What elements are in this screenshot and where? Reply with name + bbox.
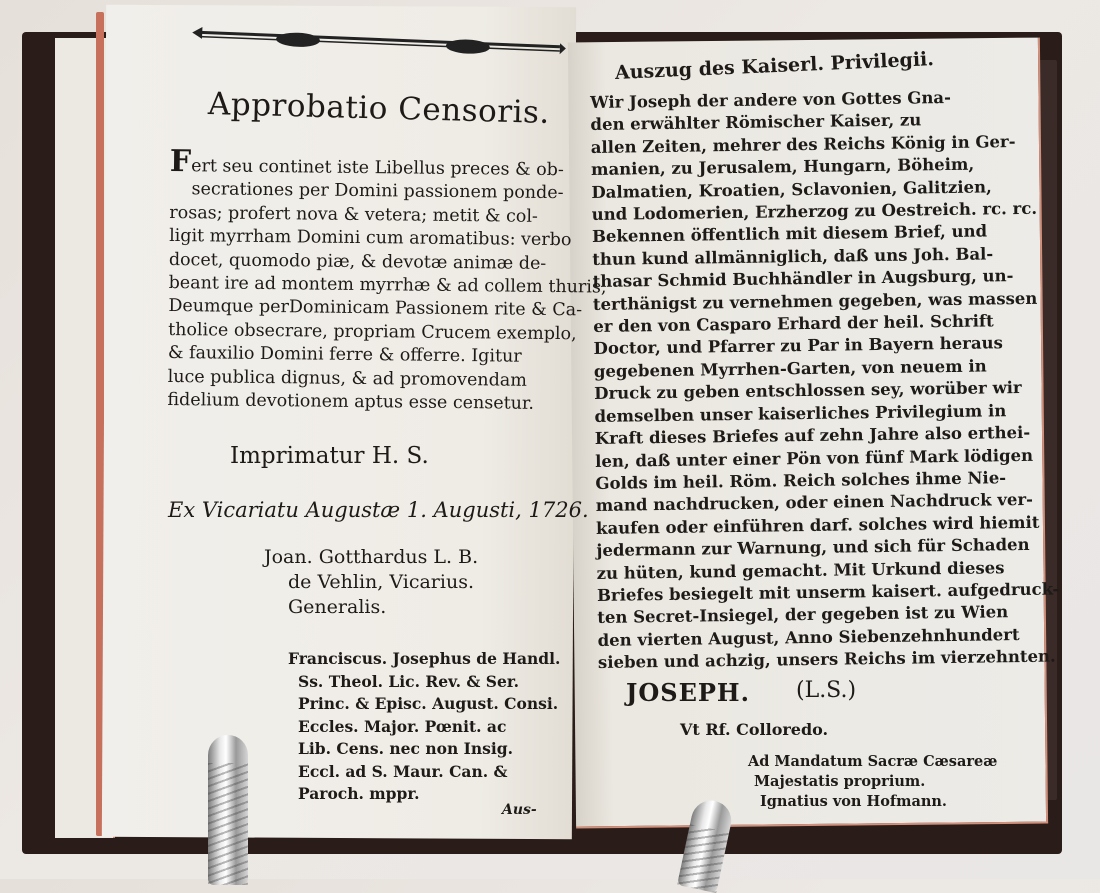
body-line: mand nachdrucken, oder einen Nachdruck ver- (595, 490, 1034, 516)
body-line: Druck zu geben entschlossen sey, worüber wir (594, 378, 1022, 404)
body-line-text: ert seu continet iste Libellus preces & ob- (191, 156, 564, 181)
body-line: Wir Joseph der andere von Gottes Gna- (590, 87, 952, 112)
body-line: Bekennen öffentlich mit diesem Brief, und (591, 221, 988, 247)
body-line: Golds im heil. Röm. Reich solches ihme Nie- (595, 468, 1007, 493)
mandatum-block (748, 752, 997, 812)
body-line: demselben unser kaiserliches Privilegium in (594, 400, 1007, 426)
catchword: Aus- (502, 802, 537, 818)
censor-signature (288, 648, 560, 806)
body-line: luce publica dignus, & ad promovendam (167, 366, 527, 391)
signature-line: Generalis. (288, 596, 387, 618)
body-line: & fauxilio Domini ferre & offerre. Igitur (167, 343, 522, 367)
vicariatu-date: Ex Vicariatu Augustæ 1. Augusti, 1726. (168, 498, 589, 522)
body-line: den erwählter Römischer Kaiser, zu (590, 110, 922, 135)
censor-line: Franciscus. Josephus de Handl. (288, 649, 561, 668)
mandatum-line: Ignatius von Hofmann. (760, 793, 947, 810)
body-line: thun kund allmänniglich, daß uns Joh. Bal- (592, 244, 994, 269)
body-line: beant ire ad montem myrrhæ & ad collem thuris, (168, 273, 607, 298)
body-line: len, daß unter einer Pön von fünf Mark lödigen (595, 445, 1034, 471)
mandatum-line: Majestatis proprium. (754, 773, 926, 790)
body-line: den vierten August, Anno Siebenzehnhundert (597, 624, 1020, 650)
body-line: kaufen oder einführen darf. solches wird hiemit (595, 512, 1040, 538)
censor-line: Princ. & Episc. August. Consi. (298, 694, 559, 713)
body-line: er den von Casparo Erhard der heil. Schrift (593, 311, 994, 337)
body-line: Dalmatien, Kroatien, Sclavonien, Galitzien, (591, 177, 992, 202)
body-line: manien, zu Jerusalem, Hungarn, Böheim, (590, 154, 975, 180)
vicar-signature (264, 545, 478, 620)
signature-line: Joan. Gotthardus L. B. (264, 546, 479, 568)
right-page-title: Auszug des Kaiserl. Privilegii. (614, 48, 935, 84)
signature-line: de Vehlin, Vicarius. (288, 571, 474, 593)
body-line: jedermann zur Warnung, und sich für Schaden (596, 535, 1030, 561)
emperor-signature: JOSEPH. (626, 678, 750, 707)
book-stand-left (208, 735, 248, 885)
body-line: gegebenen Myrrhen-Garten, von neuem in (593, 356, 987, 381)
countersignature: Vt Rf. Colloredo. (680, 720, 829, 739)
body-line: und Lodomerien, Erzherzog zu Oestreich. rc. rc. (591, 198, 1038, 225)
body-line: Briefes besiegelt mit unserm kaisert. aufgedruck- (596, 579, 1060, 605)
censor-line: Eccl. ad S. Maur. Can. & (298, 761, 508, 781)
body-line: secrationes per Domini passionem ponde- (191, 179, 564, 204)
body-line: terthänigst zu vernehmen gegeben, was massen (592, 288, 1038, 314)
left-page-title: Approbatio Censoris. (207, 86, 551, 131)
seal-mark: (L.S.) (796, 678, 857, 703)
censor-line: Paroch. mppr. (298, 784, 420, 803)
body-line: zu hüten, kund gemacht. Mit Urkund dieses (596, 557, 1005, 583)
body-line: fidelium devotionem aptus esse censetur. (167, 390, 535, 414)
censor-line: Ss. Theol. Lic. Rev. & Ser. (298, 671, 519, 691)
body-line: docet, quomodo piæ, & devotæ animæ de- (168, 249, 547, 274)
body-line: allen Zeiten, mehrer des Reichs König in Ger- (590, 131, 1016, 157)
imprimatur: Imprimatur H. S. (230, 443, 429, 469)
body-line: rosas; profert nova & vetera; metit & col- (169, 202, 538, 227)
body-line: thasar Schmid Buchhändler in Augsburg, un- (592, 266, 1014, 292)
body-line: Deumque perDominicam Passionem rite & Ca- (168, 296, 583, 321)
body-line: Doctor, und Pfarrer zu Par in Bayern heraus (593, 333, 1003, 359)
right-page-body (590, 86, 1060, 675)
drop-cap: F (169, 144, 192, 180)
censor-line: Lib. Cens. nec non Insig. (298, 739, 514, 758)
body-line: ligit myrrham Domini cum aromatibus: verbo (169, 226, 572, 251)
censor-line: Eccles. Major. Pœnit. ac (298, 716, 507, 736)
mandatum-line: Ad Mandatum Sacræ Cæsareæ (748, 753, 998, 770)
body-line: Kraft dieses Briefes auf zehn Jahre also erthei- (594, 422, 1031, 449)
left-page-body (167, 144, 608, 417)
body-line: ten Secret-Insiegel, der gegeben ist zu Wien (597, 602, 1009, 628)
body-line: tholice obsecrare, propriam Crucem exemplo, (168, 319, 577, 345)
body-line: sieben und achzig, unsers Reichs im vierzehnten. (597, 646, 1056, 673)
